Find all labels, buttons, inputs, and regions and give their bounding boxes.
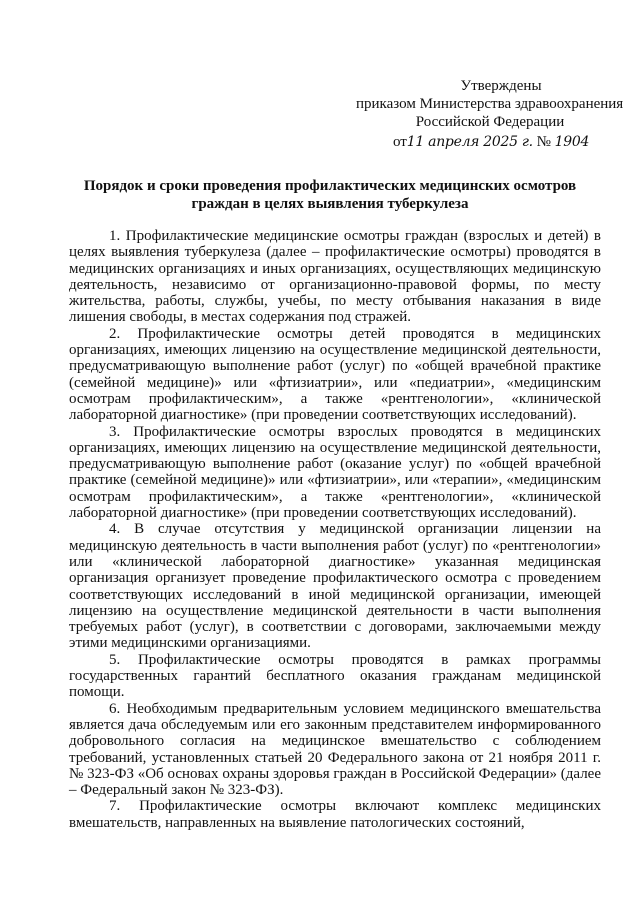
title-line-1: Порядок и сроки проведения профилактических медицинских осмотров (83, 178, 577, 194)
number-prefix: № (536, 134, 551, 150)
approval-line-1: Утверждены (460, 78, 542, 94)
approval-block (336, 77, 624, 151)
title-line-2: граждан в целях выявления туберкулеза (191, 196, 469, 212)
document-title (60, 177, 600, 213)
paragraph: 1. Профилактические медицинские осмотры граждан (взрослых и детей) в целях выявления туберкулеза (далее – профилактические осмотры) проводятся в медицинских организациях и иных организациях, осуществляющих медицинскую деятельность, независимо от организационно-правовой формы, по месту жительства, работы, службы, учебы, по месту отбывания наказания в виде лишения свободы, в местах содержания под стражей. (69, 228, 601, 326)
paragraph: 4. В случае отсутствия у медицинской организации лицензии на медицинскую деятельность в части выполнения работ (услуг) по «рентгенологии» или «клинической лабораторной диагностике» указанная медицинская организация организует проведение профилактического осмотра с проведением соответствующих исследований в иной медицинской организации, имеющей лицензию на осуществление медицинской деятельности в части выполнения требуемых работ (услуг), в соответствии с договорами, заключаемыми между этими медицинскими организациями. (69, 521, 601, 652)
document-body (69, 228, 601, 831)
date-prefix: от (392, 134, 407, 150)
handwritten-date: 11 апреля 2025 г. (406, 134, 533, 150)
paragraph: 7. Профилактические осмотры включают комплекс медицинских вмешательств, направленных на выявление патологических состояний, (69, 798, 601, 831)
paragraph: 6. Необходимым предварительным условием медицинского вмешательства является дача обследуемым или его законным представителем информированного добровольного согласия на медицинское вмешательство с соблюдением требований, установленных статьей 20 Федерального закона от 21 ноября 2011 г. № 323-ФЗ «Об основах охраны здоровья граждан в Российской Федерации» (далее – Федеральный закон № 323-ФЗ). (69, 700, 601, 799)
approval-line-3: Российской Федерации (415, 114, 565, 130)
handwritten-number: 1904 (554, 134, 590, 150)
paragraph: 2. Профилактические осмотры детей проводятся в медицинских организациях, имеющих лицензию на осуществление медицинской деятельности, предусматривающую выполнение работ (услуг) по «общей врачебной практике (семейной медицине)» или «фтизиатрии», или «педиатрии», «медицинским осмотрам профилактическим», а также «рентгенологии», «клинической лабораторной диагностике» (при проведении соответствующих исследований). (69, 325, 601, 424)
paragraph: 3. Профилактические осмотры взрослых проводятся в медицинских организациях, имеющих лицензию на осуществление медицинской деятельности, предусматривающую выполнение работ (оказание услуг) по «общей врачебной практике (семейной медицине)» или «фтизиатрии», или «терапии», «медицинским осмотрам профилактическим», а также «рентгенологии», «клинической лабораторной диагностике» (при проведении соответствующих исследований). (69, 423, 601, 522)
approval-line-2: приказом Министерства здравоохранения (356, 96, 624, 112)
paragraph: 5. Профилактические осмотры проводятся в рамках программы государственных гарантий бесплатного оказания гражданам медицинской помощи. (69, 651, 601, 701)
approval-date-line (336, 133, 616, 151)
